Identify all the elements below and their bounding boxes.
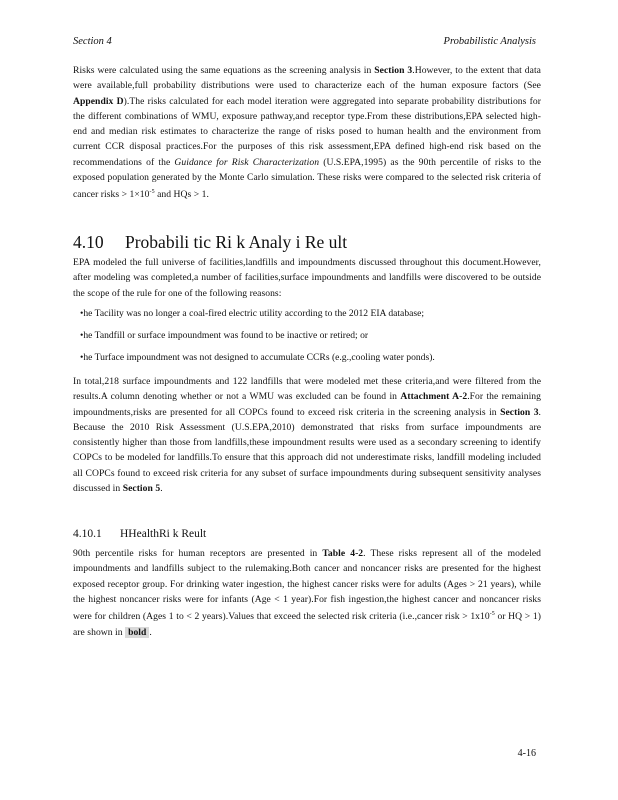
section-title: Probabili tic Ri k Analy i Re ult — [125, 232, 348, 252]
intro-text-3: ).The risks calculated for each model iteration were aggregated into separate probability distributions for the different combinations of WMU, exposure pathway,and receptor type.From these distributions,EPA selected high-end and median risk estimates to characterize the range of risks posed to human health and the environment from current CCR disposal practices.For the purposes of this risk assessment,EPA defined high-end risk based on the recommendations of the — [73, 95, 541, 168]
section-4-10-paragraph-1: EPA modeled the full universe of facilities,landfills and impoundments discussed throughout this document.However, after modeling was completed,a number of facilities,surface impoundments and landfills were discovered to be outside the scope of the rule for one of the following reasons: — [73, 257, 541, 299]
appendix-d-reference: Appendix D — [73, 95, 124, 107]
paragraph-text: 90th percentile risks for human receptors are presented in — [73, 548, 323, 559]
section-4-10-paragraph-2 — [73, 374, 541, 496]
section-3-reference: Section 3 — [500, 406, 539, 418]
list-item: •he Tandfill or surface impoundment was found to be inactive or retired; or — [80, 330, 369, 341]
intro-text-4: (U.S.EPA,1995) as the 90th percentile of risks to the exposed population generated by the Monte Carlo simulation. These risks were compared to the selected risk criteria of cancer risks > 1×10 — [73, 156, 541, 201]
paragraph-text: . — [149, 626, 152, 638]
bold-highlighted-word: bold — [125, 627, 149, 638]
paragraph-text: .For the remaining impoundments,risks are presented for all COPCs found to exceed risk criteria in the screening analysis in — [73, 391, 541, 418]
subsection-number: 4.10.1 — [73, 528, 102, 540]
section-heading-4-10 — [73, 232, 347, 253]
paragraph-text: In total,218 surface impoundments and 122 landfills that were modeled met these criteria,and were filtered from the results.A column denoting whether or not a WMU was excluded can be found in — [73, 376, 541, 403]
exponent: -5 — [149, 189, 155, 196]
list-item: •he Tacility was no longer a coal-fired electric utility according to the 2012 EIA database; — [80, 308, 425, 319]
intro-text-1: Risks were calculated using the same equations as the screening analysis in — [73, 65, 375, 76]
paragraph-text: or HQ > 1) are shown in — [73, 611, 541, 638]
intro-text-2: .However, to the extent that data were available,full probability distributions were used to characterize each of the human exposure factors (See — [73, 65, 541, 92]
section-3-reference: Section 3 — [374, 65, 413, 76]
subsection-title: HHealthRi k Reult — [120, 528, 207, 540]
intro-paragraph — [73, 63, 541, 203]
intro-text-5: and HQs > 1. — [154, 189, 209, 201]
guidance-title: Guidance for Risk Characterization — [174, 156, 320, 168]
list-item: •he Turface impoundment was not designed to accumulate CCRs (e.g.,cooling water ponds). — [80, 352, 435, 363]
attachment-a2-reference: Attachment A-2 — [400, 391, 468, 403]
paragraph-text: . — [160, 483, 163, 495]
exponent: -5 — [489, 611, 495, 618]
paragraph-text: . These risks represent all of the modeled impoundments and landfills subject to the rulemaking.Both cancer and noncancer risks are presented for the highest exposed receptor group. For drinking water ingestion, the highest cancer risks were for adults (Ages > 21 years), while the highest noncancer risks were for infants (Age < 1 year).For fish ingestion,the highest cancer and noncancer risks were for children (Ages 1 to < 2 years).Values that exceed the selected risk criteria (i.e.,cancer risk > 1x10 — [73, 548, 542, 623]
page-number: 4-16 — [517, 748, 536, 759]
section-4-10-1-paragraph — [73, 546, 541, 640]
paragraph-text: . Because the 2010 Risk Assessment (U.S.EPA,2010) demonstrated that risks from surface impoundments are consistently higher than those from landfills,these impoundment results were used as a secondary screening to identify COPCs to be modeled for landfills.To ensure that this approach did not underestimate risks, landfill modeling included all COPCs found to exceed risk criteria for any subset of surface impoundments during subsequent sensitivity analyses discussed in — [73, 406, 541, 495]
running-header-chapter: Probabilistic Analysis — [443, 36, 536, 47]
table-4-2-reference: Table 4-2 — [322, 548, 364, 559]
running-header-section: Section 4 — [73, 36, 112, 47]
section-number: 4.10 — [73, 232, 104, 252]
subsection-heading-4-10-1 — [73, 528, 206, 540]
section-5-reference: Section 5 — [122, 483, 161, 495]
